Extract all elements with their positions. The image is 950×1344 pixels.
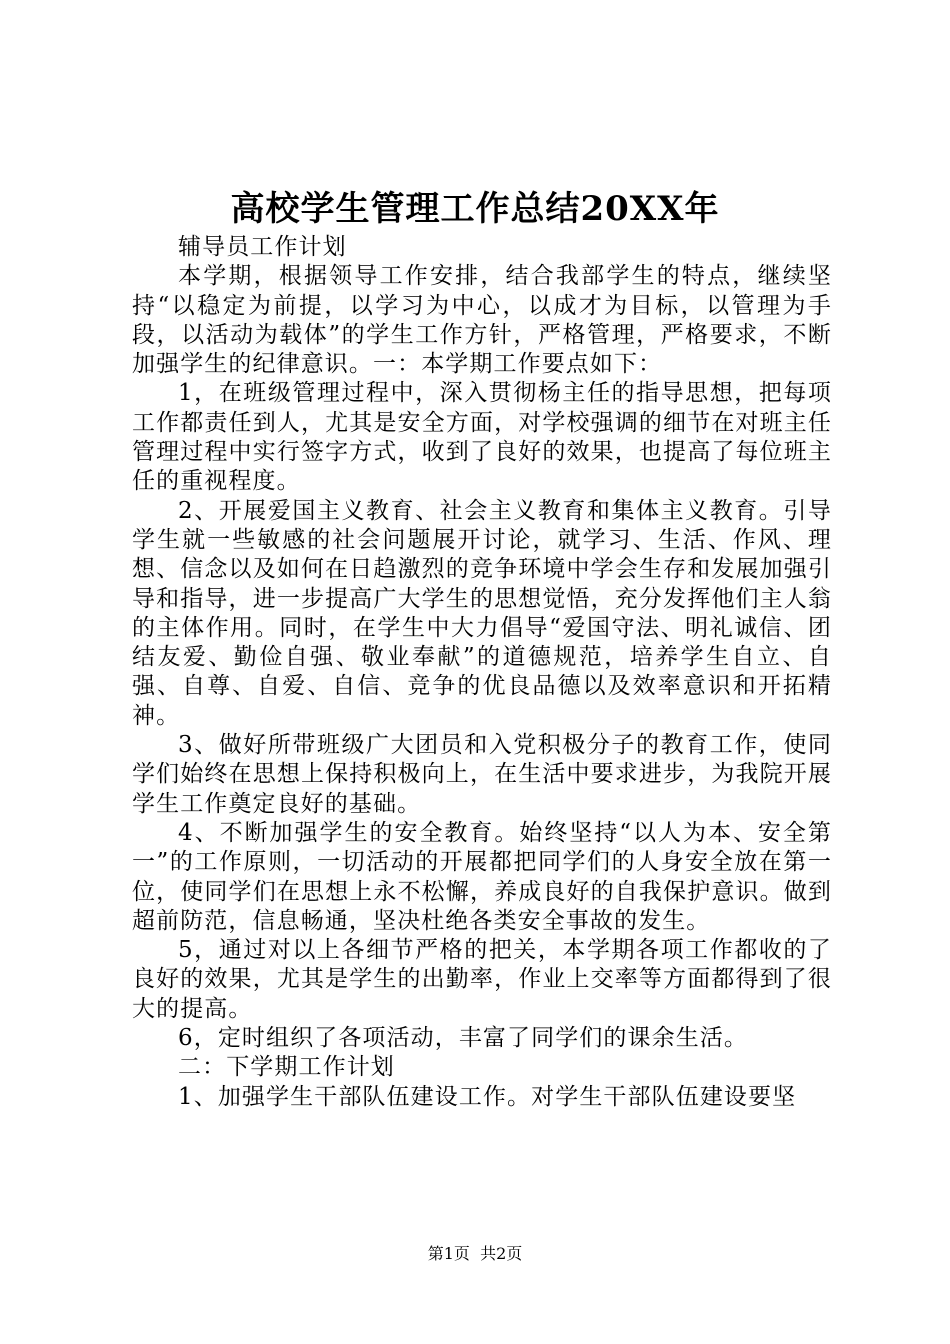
page-number-footer: 第1页 共2页 — [427, 1244, 523, 1263]
paragraph-subtitle: 辅导员工作计划 — [178, 234, 347, 260]
paragraph-item-6: 6，定时组织了各项活动，丰富了同学们的课余生活。 — [178, 1025, 749, 1052]
paragraph-item-1: 1，在班级管理过程中，深入贯彻杨主任的指导思想，把每项工作都责任到人，尤其是安全方面，对学校强调的细节在对班主任管理过程中实行签字方式，收到了良好的效果，也提高了每位班主任的重视程度。 — [132, 380, 832, 495]
section-heading-next-term: 二：下学期工作计划 — [178, 1054, 395, 1081]
paragraph-item-5: 5，通过对以上各细节严格的把关，本学期各项工作都收的了良好的效果，尤其是学生的出勤率，作业上交率等方面都得到了很大的提高。 — [132, 937, 832, 1022]
paragraph-item-4: 4、不断加强学生的安全教育。始终坚持“以人为本、安全第一”的工作原则，一切活动的开展都把同学们的人身安全放在第一位，使同学们在思想上永不松懈，养成良好的自我保护意识。做到超前防范，信息畅通，坚决杜绝各类安全事故的发生。 — [132, 819, 832, 934]
paragraph-item-2: 2、开展爱国主义教育、社会主义教育和集体主义教育。引导学生就一些敏感的社会问题展开讨论，就学习、生活、作风、理想、信念以及如何在日趋激烈的竞争环境中学会生存和发展加强引导和指导，进一步提高广大学生的思想觉悟，充分发挥他们主人翁的主体作用。同时，在学生中大力倡导“爱国守法、明礼诚信、团结友爱、勤俭自强、敬业奉献”的道德规范，培养学生自立、自强、自尊、自爱、自信、竞争的优良品德以及效率意识和开拓精神。 — [132, 497, 832, 729]
paragraph-intro: 本学期，根据领导工作安排，结合我部学生的特点，继续坚持“以稳定为前提，以学习为中心，以成才为目标，以管理为手段，以活动为载体”的学生工作方针，严格管理，严格要求，不断加强学生的纪律意识。一：本学期工作要点如下： — [132, 263, 832, 378]
document-title: 高校学生管理工作总结20XX年 — [230, 189, 720, 229]
paragraph-item-3: 3、做好所带班级广大团员和入党积极分子的教育工作，使同学们始终在思想上保持积极向上，在生活中要求进步，为我院开展学生工作奠定良好的基础。 — [132, 732, 832, 817]
paragraph-next-item-1: 1、加强学生干部队伍建设工作。对学生干部队伍建设要坚 — [178, 1083, 797, 1110]
document-body — [132, 233, 832, 1112]
